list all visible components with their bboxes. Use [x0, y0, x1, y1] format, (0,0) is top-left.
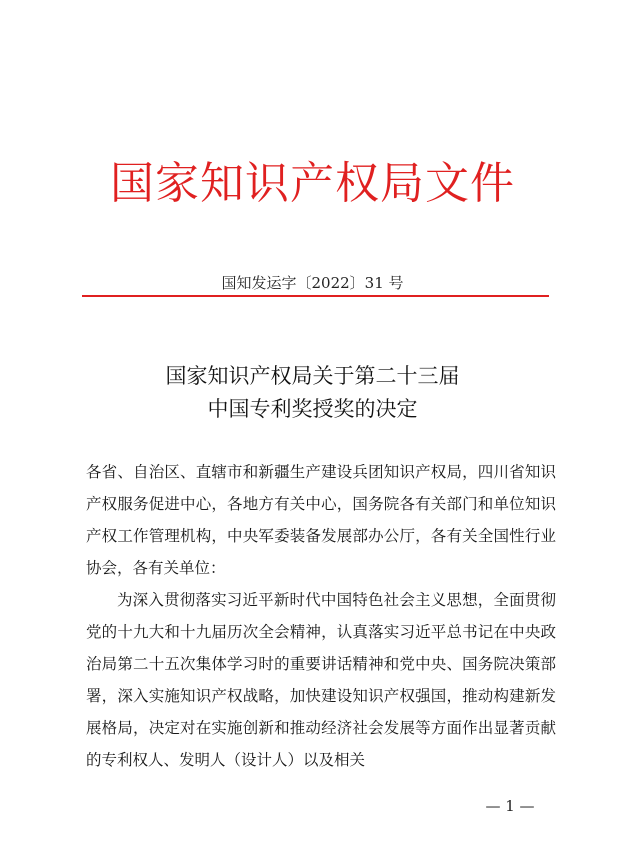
document-header-title: 国家知识产权局文件: [110, 158, 515, 209]
decision-title-line-2: 中国专利奖授奖的决定: [207, 397, 418, 421]
page-number: — 1 —: [485, 797, 535, 815]
document-number: 国知发运字〔2022〕31 号: [221, 274, 404, 292]
body-paragraph-1: 为深入贯彻落实习近平新时代中国特色社会主义思想，全面贯彻党的十九大和十九届历次全会精神，认真落实习近平总书记在中央政治局第二十五次集体学习时的重要讲话精神和党中央、国务院决策部署，深入实施知识产权战略，加快建设知识产权强国，推动构建新发展格局，决定对在实施创新和推动经济社会发展等方面作出显著贡献的专利权人、发明人（设计人）以及相关: [86, 591, 556, 769]
red-divider-line: [82, 295, 549, 297]
decision-title: [0, 360, 625, 426]
addressee-paragraph: 各省、自治区、直辖市和新疆生产建设兵团知识产权局，四川省知识产权服务促进中心，各地方有关中心，国务院各有关部门和单位知识产权工作管理机构，中央军委装备发展部办公厅，各有关全国性行业协会，各有关单位：: [86, 463, 556, 577]
document-body: [86, 456, 556, 776]
decision-title-line-1: 国家知识产权局关于第二十三届: [165, 364, 460, 388]
